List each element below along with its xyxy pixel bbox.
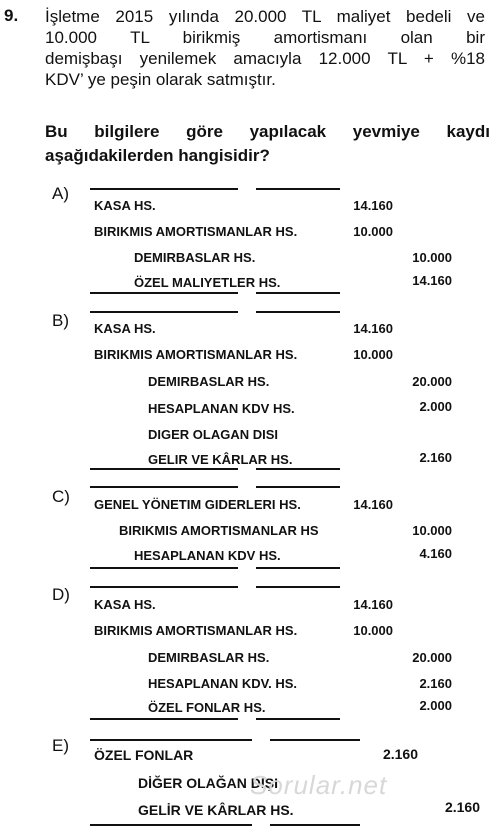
debit-account: BIRIKMIS AMORTISMANLAR HS. (94, 347, 298, 362)
question-line: demişbaşı yenilemek amacıyla 12.000 TL + %18 (45, 49, 485, 68)
option-letter[interactable]: C) (52, 487, 70, 506)
credit-account: DIGER OLAGAN DISI (148, 427, 279, 442)
journal-rule (90, 188, 238, 190)
journal-rule (256, 718, 340, 720)
debit-amount: 2.160 (382, 746, 418, 762)
journal-rule (256, 486, 340, 488)
debit-account: KASA HS. (94, 198, 156, 213)
option-letter[interactable]: E) (52, 736, 69, 755)
debit-account: ÖZEL FONLAR (94, 747, 194, 763)
journal-rule (90, 739, 252, 741)
credit-account: GELİR VE KÂRLAR HS. (138, 802, 294, 818)
question-line: İşletme 2015 yılında 20.000 TL maliyet bedeli ve (45, 7, 485, 26)
credit-account: DEMIRBASLAR HS. (134, 250, 256, 265)
journal-rule (256, 567, 340, 569)
journal-rule (90, 718, 238, 720)
debit-account: BIRIKMIS AMORTISMANLAR HS. (94, 224, 298, 239)
option-letter[interactable]: D) (52, 585, 70, 604)
question-line: 10.000 TL birikmiş amortismanı olan bir (45, 28, 485, 47)
journal-rule (256, 468, 340, 470)
option-letter[interactable]: B) (52, 311, 69, 330)
debit-account: GENEL YÖNETIM GIDERLERI HS. (94, 497, 301, 512)
credit-amount: 2.160 (419, 676, 452, 691)
debit-amount: 10.000 (353, 224, 393, 239)
credit-amount: 20.000 (412, 650, 452, 665)
question-text (45, 6, 485, 90)
question-number: 9. (4, 6, 19, 25)
credit-account: ÖZEL FONLAR HS. (148, 700, 266, 715)
debit-amount: 14.160 (353, 321, 393, 336)
journal-rule (256, 188, 340, 190)
journal-rule (256, 586, 340, 588)
journal-rule (90, 824, 252, 826)
journal-rule (90, 567, 238, 569)
credit-account: HESAPLANAN KDV HS. (134, 548, 281, 563)
debit-account: KASA HS. (94, 321, 156, 336)
journal-rule (90, 586, 238, 588)
journal-rule (256, 292, 340, 294)
journal-rule (256, 311, 340, 313)
journal-rule (270, 824, 360, 826)
debit-amount: 14.160 (353, 198, 393, 213)
credit-account: DEMIRBASLAR HS. (148, 650, 270, 665)
journal-rule (90, 486, 238, 488)
watermark: Sorular.net (250, 770, 388, 800)
journal-rule (90, 311, 238, 313)
credit-amount: 10.000 (412, 523, 452, 538)
debit-account: KASA HS. (94, 597, 156, 612)
journal-rule (270, 739, 360, 741)
credit-account: ÖZEL MALIYETLER HS. (134, 275, 281, 290)
credit-account: DEMIRBASLAR HS. (148, 374, 270, 389)
prompt-line: Bu bilgilere göre yapılacak yevmiye kaydı (45, 122, 490, 141)
credit-amount: 4.160 (419, 546, 452, 561)
question-prompt (45, 120, 490, 168)
credit-account: BIRIKMIS AMORTISMANLAR HS (119, 523, 319, 538)
credit-account: DİĞER OLAĞAN DIŞI (138, 775, 279, 791)
debit-amount: 14.160 (353, 597, 393, 612)
question-line: KDV’ ye peşin olarak satmıştır. (45, 70, 276, 89)
credit-account: GELIR VE KÂRLAR HS. (148, 452, 293, 467)
credit-amount: 2.000 (419, 698, 452, 713)
credit-amount: 2.000 (419, 399, 452, 414)
credit-amount: 2.160 (419, 450, 452, 465)
debit-amount: 14.160 (353, 497, 393, 512)
credit-amount: 10.000 (412, 250, 452, 265)
debit-amount: 10.000 (353, 347, 393, 362)
credit-amount: 20.000 (412, 374, 452, 389)
journal-rule (90, 292, 238, 294)
option-letter[interactable]: A) (52, 184, 69, 203)
prompt-line: aşağıdakilerden hangisidir? (45, 146, 270, 165)
credit-amount: 2.160 (444, 799, 480, 815)
credit-amount: 14.160 (412, 273, 452, 288)
debit-amount: 10.000 (353, 623, 393, 638)
debit-account: BIRIKMIS AMORTISMANLAR HS. (94, 623, 298, 638)
credit-account: HESAPLANAN KDV HS. (148, 401, 295, 416)
credit-account: HESAPLANAN KDV. HS. (148, 676, 298, 691)
journal-rule (90, 468, 238, 470)
